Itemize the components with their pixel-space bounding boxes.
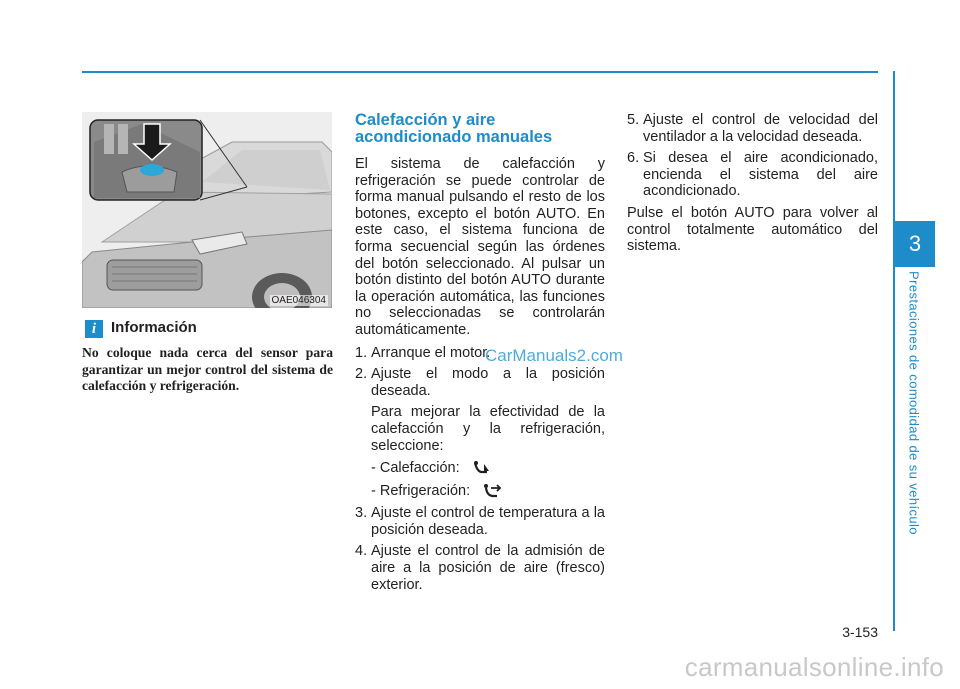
info-header xyxy=(82,319,332,341)
step-2-note: Para mejorar la efectividad de la calefacción y la refrigeración, seleccione: xyxy=(371,404,605,454)
info-text: No coloque nada cerca del sensor para garantizar un mejor control del sistema de calefacción y refrigeración. xyxy=(82,345,333,394)
page-number: 3-153 xyxy=(842,624,878,640)
step-text: Si desea el aire acondicionado, encienda el sistema del aire acondicionado. xyxy=(643,150,878,200)
step-number: 6. xyxy=(627,150,640,167)
car-sensor-illustration xyxy=(82,112,332,308)
step-2 xyxy=(355,366,605,399)
info-title: Información xyxy=(111,319,197,336)
step-6 xyxy=(627,150,878,200)
step-number: 3. xyxy=(355,505,368,522)
closing-paragraph: Pulse el botón AUTO para volver al control totalmente automático del sistema. xyxy=(627,204,878,255)
watermark-link[interactable]: CarManuals2.com xyxy=(485,346,623,365)
header-rule xyxy=(82,71,878,73)
info-icon: i xyxy=(85,320,103,338)
step-number: 4. xyxy=(355,543,368,560)
step-number: 5. xyxy=(627,112,640,128)
step-3 xyxy=(355,505,605,538)
step-5 xyxy=(627,112,878,145)
step-text: Ajuste el control de velocidad del ventilador a la velocidad deseada. xyxy=(643,112,878,145)
footer-watermark[interactable]: carmanualsonline.info xyxy=(684,652,944,682)
heating-mode-item xyxy=(355,460,605,477)
figure-code: OAE046304 xyxy=(271,295,326,306)
step-text: Ajuste el control de temperatura a la posición deseada. xyxy=(371,505,605,538)
step-text: Ajuste el control de la admisión de aire a la posición de aire (fresco) exterior. xyxy=(371,543,605,593)
cooling-label: - Refrigeración: xyxy=(371,482,471,499)
intro-paragraph: El sistema de calefacción y refrigeración se puede controlar de forma manual pulsando el resto de los botones, excepto el botón AUTO. En este caso, el sistema funciona de forma secuencial según las órdenes del botón seleccionado. Al pulsar un botón distinto del botón AUTO durante la operación automática, las funciones no seleccionadas se controlarán automáticamente. xyxy=(355,156,605,338)
chapter-number-tab: 3 xyxy=(895,221,935,267)
cooling-mode-item xyxy=(355,483,605,500)
step-number: 2. xyxy=(355,366,368,383)
column-right xyxy=(627,112,878,261)
step-4 xyxy=(355,543,605,593)
face-mode-icon xyxy=(482,483,502,499)
step-text: Arranque el motor. xyxy=(371,344,491,361)
step-text: Ajuste el modo a la posición deseada. xyxy=(371,366,605,399)
step-number: 1. xyxy=(355,344,368,361)
section-title: Calefacción y aire acondicionado manuales xyxy=(355,111,553,146)
chapter-title: Prestaciones de comodidad de su vehículo xyxy=(906,270,922,535)
chapter-title-vertical xyxy=(901,265,927,540)
heating-label: - Calefacción: xyxy=(371,460,460,477)
car-front-drawing xyxy=(82,112,332,308)
sidebar-rule xyxy=(893,71,895,631)
floor-mode-icon xyxy=(472,460,492,476)
